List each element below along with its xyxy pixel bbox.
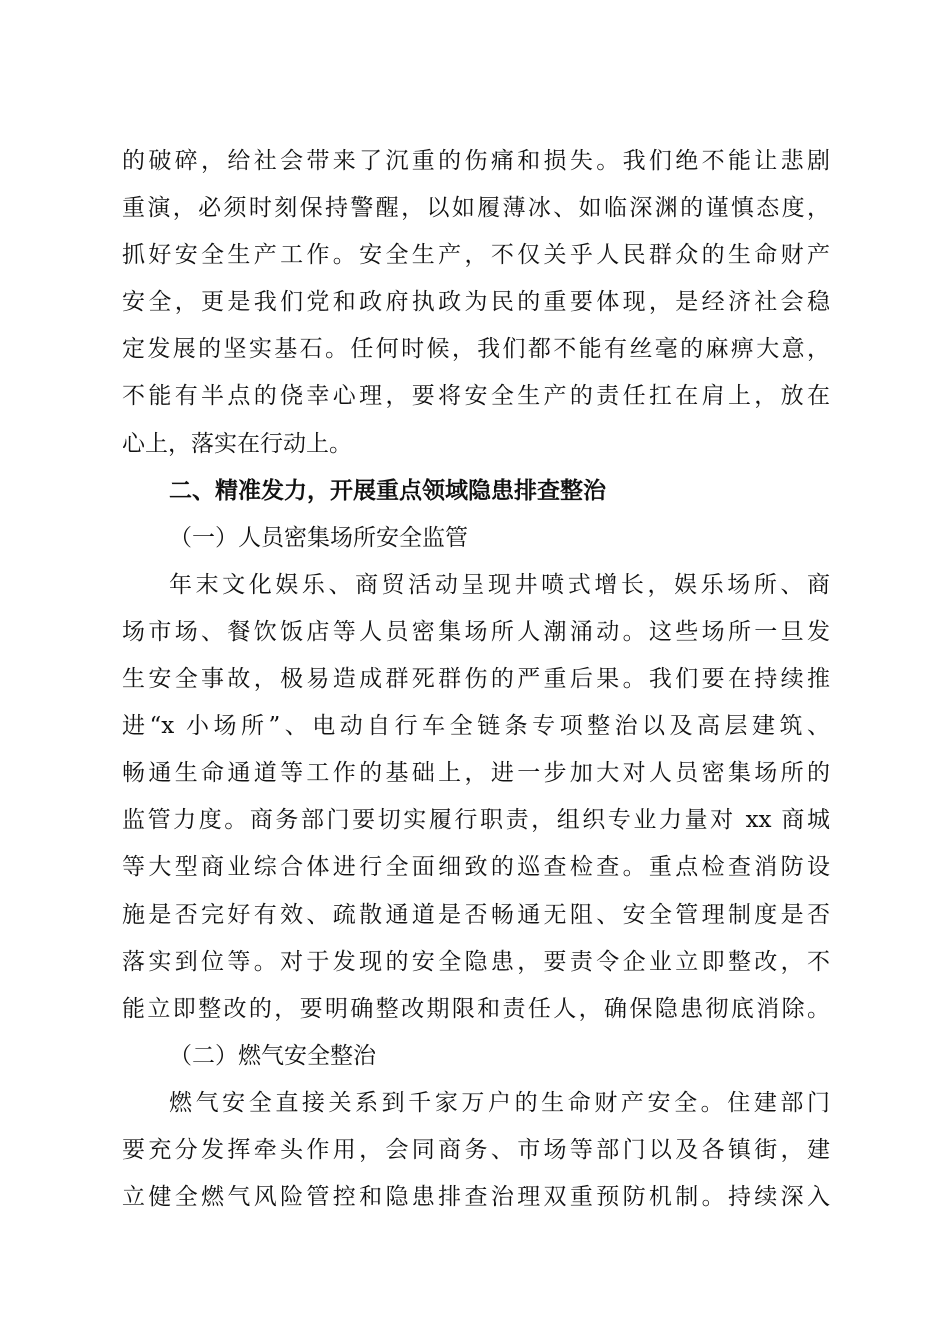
paragraph-3 — [122, 1080, 830, 1221]
text-line: 安全，更是我们党和政府执政为民的重要体现，是经济社会稳 — [122, 289, 830, 316]
text-line: 监管力度。商务部门要切实履行职责，组织专业力量对 xx 商城 — [122, 807, 830, 834]
text-line: 等大型商业综合体进行全面细致的巡查检查。重点检查消防设 — [122, 854, 830, 881]
text-line: 生安全事故，极易造成群死群伤的严重后果。我们要在持续推 — [122, 666, 830, 693]
text-line: 场市场、餐饮饭店等人员密集场所人潮涌动。这些场所一旦发 — [122, 618, 830, 645]
paragraph-1 — [122, 138, 830, 468]
text-line: 年末文化娱乐、商贸活动呈现井喷式增长，娱乐场所、商 — [169, 571, 830, 598]
text-line: 定发展的坚实基石。任何时候，我们都不能有丝毫的麻痹大意， — [122, 336, 830, 363]
text-line: 的破碎，给社会带来了沉重的伤痛和损失。我们绝不能让悲剧 — [122, 148, 830, 174]
text-line: 抓好安全生产工作。安全生产，不仅关乎人民群众的生命财产 — [122, 242, 830, 269]
text-line: 要充分发挥牵头作用，会同商务、市场等部门以及各镇街，建 — [122, 1136, 830, 1163]
text-line: 畅通生命通道等工作的基础上，进一步加大对人员密集场所的 — [122, 760, 830, 787]
text-line: 能立即整改的，要明确整改期限和责任人，确保隐患彻底消除。 — [122, 995, 830, 1022]
text-line: 燃气安全直接关系到千家万户的生命财产安全。住建部门 — [169, 1089, 830, 1116]
paragraph-2 — [122, 562, 830, 1033]
section-heading: 二、精准发力，开展重点领域隐患排查整治 — [169, 477, 606, 504]
text-line: 心上，落实在行动上。 — [122, 430, 352, 457]
text-line: 不能有半点的侥幸心理，要将安全生产的责任扛在肩上，放在 — [122, 383, 830, 410]
subsection-heading: （一）人员密集场所安全监管 — [169, 524, 468, 551]
text-line: 进“x 小场所”、电动自行车全链条专项整治以及高层建筑、 — [122, 713, 830, 740]
document-body — [122, 138, 830, 1221]
text-line: 施是否完好有效、疏散通道是否畅通无阻、安全管理制度是否 — [122, 901, 830, 928]
text-line: 落实到位等。对于发现的安全隐患，要责令企业立即整改，不 — [122, 948, 830, 975]
text-line: 立健全燃气风险管控和隐患排查治理双重预防机制。持续深入 — [122, 1184, 830, 1211]
subsection-heading: （二）燃气安全整治 — [169, 1042, 376, 1069]
text-line: 重演，必须时刻保持警醒，以如履薄冰、如临深渊的谨慎态度， — [122, 195, 830, 222]
